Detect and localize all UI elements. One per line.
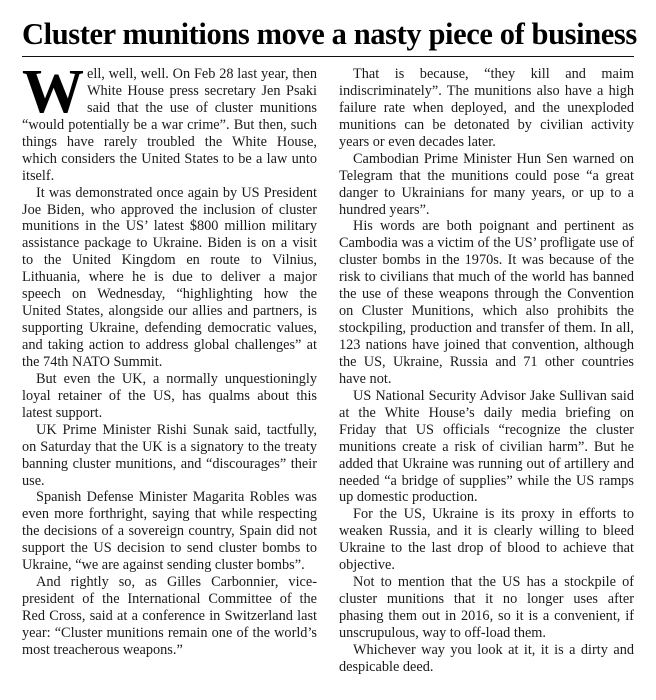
title-divider: [22, 56, 634, 57]
paragraph: For the US, Ukraine is its proxy in efforts to weaken Russia, and it is clearly willing to bleed Ukraine to the last drop of blood to achieve that objective.: [339, 506, 634, 574]
paragraph: UK Prime Minister Rishi Sunak said, tactfully, on Saturday that the UK is a signatory to the treaty banning cluster munitions, and “discourages” their use.: [22, 421, 317, 489]
paragraph-text: ell, well, well. On Feb 28 last year, then White House press secretary Jen Psaki said that the use of cluster munitions “would potentially be a war crime”. But then, such things have rarely troubled the White House, which considers the United States to be a law unto itself.: [22, 66, 317, 184]
paragraph: That is because, “they kill and maim indiscriminately”. The munitions also have a high failure rate when deployed, and the unexploded munitions can be detonated by civilian activity years or even decades later.: [339, 66, 634, 150]
paragraph: Whichever way you look at it, it is a dirty and despicable deed.: [339, 641, 634, 675]
left-column: [22, 58, 317, 659]
drop-cap: W: [22, 58, 84, 127]
paragraph: Spanish Defense Minister Magarita Robles was even more forthright, saying that while respecting the decisions of a sovereign country, Spain did not support the US decision to send cluster bombs to Ukraine, “we are against sending cluster bombs”.: [22, 489, 317, 574]
paragraph: But even the UK, a normally unquestioningly loyal retainer of the US, has qualms about this latest support.: [22, 370, 317, 421]
paragraph: [22, 58, 317, 185]
paragraph: And rightly so, as Gilles Carbonnier, vice-president of the International Committee of the Red Cross, said at a conference in Switzerland last year: “Cluster munitions remain one of the world’s most treacherous weapons.”: [22, 574, 317, 658]
page-title: Cluster munitions move a nasty piece of business: [22, 17, 637, 51]
paragraph: Cambodian Prime Minister Hun Sen warned on Telegram that the munitions could pose “a great danger to Ukrainians for many years, or up to a hundred years”.: [339, 150, 634, 218]
right-column: [339, 66, 634, 676]
article-columns: [22, 58, 634, 676]
paragraph: His words are both poignant and pertinent as Cambodia was a victim of the US’ profligate use of cluster bombs in the 1970s. It was because of the risk to civilians that much of the world has banned the use of these weapons through the Convention on Cluster Munitions, which also prohibits the stockpiling, production and transfer of them. In all, 123 nations have joined that convention, although the US, Ukraine, Russia and 71 other countries have not.: [339, 218, 634, 387]
paragraph: US National Security Advisor Jake Sullivan said at the White House’s daily media briefing on Friday that US officials “recognize the cluster munitions create a risk of civilian harm”. But he added that Ukraine was running out of artillery and needed “a bridge of supplies” while the US ramps up domestic production.: [339, 387, 634, 506]
paragraph: Not to mention that the US has a stockpile of cluster munitions that it no longer uses after phasing them out in 2016, so it is a convenient, if unscrupulous, way to off-load them.: [339, 574, 634, 641]
paragraph: It was demonstrated once again by US President Joe Biden, who approved the inclusion of cluster munitions in the US’ latest $800 million military assistance package to Ukraine. Biden is on a visit to the United Kingdom en route to Vilnius, Lithuania, where he is due to deliver a major speech on Wednesday, “highlighting how the United States, alongside our allies and partners, is supporting Ukraine, defending democratic values, and taking action to address global challenges” at the 74th NATO Summit.: [22, 184, 317, 370]
